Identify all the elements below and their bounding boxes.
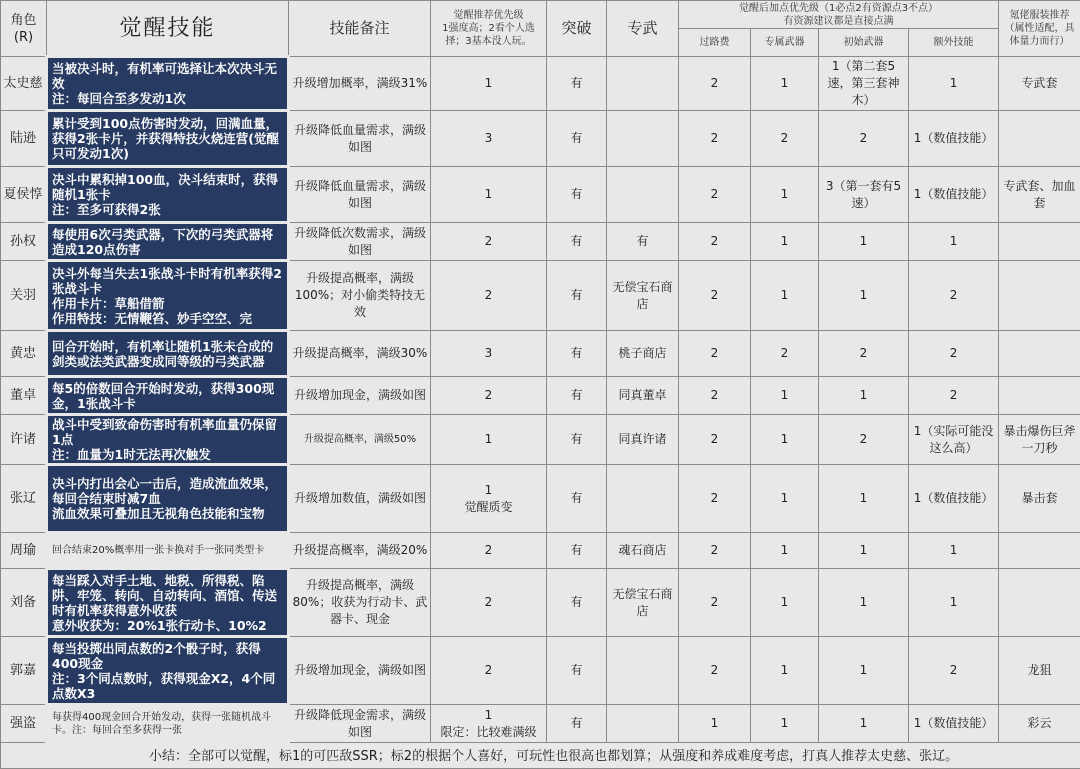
costume-cell xyxy=(999,331,1080,377)
skill-cell: 回合结束20%概率用一张卡换对手一张同类型卡 xyxy=(47,533,289,569)
exclusive-cell: 1 xyxy=(751,637,819,705)
table-row xyxy=(1,223,1080,261)
note-cell: 升级降低现金需求，满级如图 xyxy=(289,705,431,743)
extra-skill-cell: 1 xyxy=(909,223,999,261)
role-cell: 郭嘉 xyxy=(1,637,47,705)
header-exclusive-weapon: 专武 xyxy=(607,1,679,57)
header-breakthrough: 突破 xyxy=(547,1,607,57)
skill-cell: 每获得400现金回合开始发动，获得一张随机战斗卡。注：每回合至多获得一张 xyxy=(47,705,289,743)
exclusive-weapon-cell: 魂石商店 xyxy=(607,533,679,569)
exclusive-weapon-cell: 无偿宝石商店 xyxy=(607,261,679,331)
costume-cell xyxy=(999,223,1080,261)
extra-skill-cell: 1（数值技能） xyxy=(909,705,999,743)
costume-cell xyxy=(999,533,1080,569)
note-cell: 升级降低血量需求，满级如图 xyxy=(289,111,431,167)
priority-cell: 2 xyxy=(431,223,547,261)
priority-cell: 2 xyxy=(431,533,547,569)
table-row xyxy=(1,637,1080,705)
breakthrough-cell: 有 xyxy=(547,331,607,377)
exclusive-weapon-cell: 同真许诸 xyxy=(607,415,679,465)
initial-weapon-cell: 1 xyxy=(819,637,909,705)
header-toll: 过路费 xyxy=(679,29,751,57)
header-exclusive: 专属武器 xyxy=(751,29,819,57)
extra-skill-cell: 1（实际可能没这么高） xyxy=(909,415,999,465)
initial-weapon-cell: 1 xyxy=(819,261,909,331)
table-row xyxy=(1,261,1080,331)
breakthrough-cell: 有 xyxy=(547,167,607,223)
note-cell: 升级提高概率，满级50% xyxy=(289,415,431,465)
skill-cell: 每当踩入对手土地、地税、所得税、陷阱、牢笼、转向、自动转向、酒馆、传送时有机率获得意外收获 意外收获为：20%1张行动卡、10%2 xyxy=(47,569,289,637)
role-cell: 董卓 xyxy=(1,377,47,415)
note-cell: 升级提高概率，满级80%；收获为行动卡、武器卡、现金 xyxy=(289,569,431,637)
toll-cell: 2 xyxy=(679,111,751,167)
costume-cell: 彩云 xyxy=(999,705,1080,743)
toll-cell: 2 xyxy=(679,167,751,223)
exclusive-weapon-cell xyxy=(607,111,679,167)
skill-cell: 回合开始时，有机率让随机1张未合成的剑类或法类武器变成同等级的弓类武器 xyxy=(47,331,289,377)
initial-weapon-cell: 1 xyxy=(819,465,909,533)
exclusive-weapon-cell xyxy=(607,705,679,743)
table-row xyxy=(1,415,1080,465)
priority-cell: 1 觉醒质变 xyxy=(431,465,547,533)
toll-cell: 2 xyxy=(679,637,751,705)
note-cell: 升级增加现金，满级如图 xyxy=(289,377,431,415)
toll-cell: 2 xyxy=(679,331,751,377)
skill-cell: 战斗中受到致命伤害时有机率血量仍保留1点 注：血量为1时无法再次触发 xyxy=(47,415,289,465)
initial-weapon-cell: 1 xyxy=(819,223,909,261)
role-cell: 黄忠 xyxy=(1,331,47,377)
exclusive-cell: 1 xyxy=(751,533,819,569)
costume-cell xyxy=(999,569,1080,637)
costume-cell xyxy=(999,111,1080,167)
toll-cell: 2 xyxy=(679,223,751,261)
extra-skill-cell: 1 xyxy=(909,533,999,569)
header-addpoint-priority: 觉醒后加点优先级（1必点2有资源点3不点） 有资源建议都是直接点满 xyxy=(679,1,999,29)
role-cell: 强盗 xyxy=(1,705,47,743)
exclusive-weapon-cell: 无偿宝石商店 xyxy=(607,569,679,637)
priority-cell: 2 xyxy=(431,377,547,415)
priority-cell: 1 xyxy=(431,415,547,465)
skill-cell: 当被决斗时，有机率可选择让本次决斗无效 注：每回合至多发动1次 xyxy=(47,57,289,111)
header-costume: 氪佬服装推荐（属性适配，具体量力而行） xyxy=(999,1,1080,57)
exclusive-weapon-cell xyxy=(607,465,679,533)
exclusive-cell: 1 xyxy=(751,415,819,465)
toll-cell: 2 xyxy=(679,377,751,415)
skill-cell: 决斗内打出会心一击后，造成流血效果，每回合结束时减7血 流血效果可叠加且无视角色技能和宝物 xyxy=(47,465,289,533)
breakthrough-cell: 有 xyxy=(547,637,607,705)
breakthrough-cell: 有 xyxy=(547,465,607,533)
skill-cell: 决斗外每当失去1张战斗卡时有机率获得2张战斗卡 作用卡片：草船借箭 作用特技：无情鞭笞、妙手空空、完 xyxy=(47,261,289,331)
skill-cell: 每当投掷出同点数的2个骰子时，获得400现金 注：3个同点数时，获得现金X2，4个同点数X3 xyxy=(47,637,289,705)
breakthrough-cell: 有 xyxy=(547,223,607,261)
toll-cell: 2 xyxy=(679,533,751,569)
extra-skill-cell: 2 xyxy=(909,261,999,331)
header-awakening-skill: 觉醒技能 xyxy=(47,1,289,57)
role-cell: 太史慈 xyxy=(1,57,47,111)
role-cell: 许诸 xyxy=(1,415,47,465)
exclusive-cell: 1 xyxy=(751,261,819,331)
role-cell: 张辽 xyxy=(1,465,47,533)
initial-weapon-cell: 2 xyxy=(819,111,909,167)
extra-skill-cell: 1（数值技能） xyxy=(909,167,999,223)
breakthrough-cell: 有 xyxy=(547,377,607,415)
exclusive-weapon-cell xyxy=(607,57,679,111)
initial-weapon-cell: 1 xyxy=(819,705,909,743)
toll-cell: 1 xyxy=(679,705,751,743)
exclusive-cell: 1 xyxy=(751,57,819,111)
exclusive-cell: 1 xyxy=(751,569,819,637)
extra-skill-cell: 2 xyxy=(909,331,999,377)
note-cell: 升级提高概率，满级100%；对小偷类特技无效 xyxy=(289,261,431,331)
exclusive-cell: 1 xyxy=(751,167,819,223)
exclusive-cell: 1 xyxy=(751,223,819,261)
exclusive-weapon-cell: 桃子商店 xyxy=(607,331,679,377)
header-priority: 觉醒推荐优先级 1强度高；2看个人选择；3基本没人玩。 xyxy=(431,1,547,57)
costume-cell: 暴击套 xyxy=(999,465,1080,533)
table-row xyxy=(1,705,1080,743)
exclusive-cell: 2 xyxy=(751,331,819,377)
priority-cell: 2 xyxy=(431,569,547,637)
role-cell: 关羽 xyxy=(1,261,47,331)
priority-cell: 1 xyxy=(431,57,547,111)
costume-cell xyxy=(999,377,1080,415)
extra-skill-cell: 1 xyxy=(909,57,999,111)
priority-cell: 2 xyxy=(431,261,547,331)
priority-cell: 1 xyxy=(431,167,547,223)
skill-cell: 决斗中累积掉100血，决斗结束时，获得随机1张卡 注：至多可获得2张 xyxy=(47,167,289,223)
extra-skill-cell: 1（数值技能） xyxy=(909,111,999,167)
breakthrough-cell: 有 xyxy=(547,261,607,331)
summary: 小结：全部可以觉醒，标1的可匹敌SSR；标2的根据个人喜好，可玩性也很高也都划算；从强度和养成难度考虑，打真人推荐太史慈、张辽。 xyxy=(1,743,1080,769)
header-skill-note: 技能备注 xyxy=(289,1,431,57)
breakthrough-cell: 有 xyxy=(547,533,607,569)
priority-cell: 1 限定：比较难满级 xyxy=(431,705,547,743)
role-cell: 陆逊 xyxy=(1,111,47,167)
exclusive-cell: 1 xyxy=(751,465,819,533)
breakthrough-cell: 有 xyxy=(547,705,607,743)
role-cell: 周瑜 xyxy=(1,533,47,569)
initial-weapon-cell: 3（第一套有5速） xyxy=(819,167,909,223)
table-row xyxy=(1,533,1080,569)
exclusive-weapon-cell xyxy=(607,167,679,223)
extra-skill-cell: 2 xyxy=(909,637,999,705)
skill-cell: 每使用6次弓类武器，下次的弓类武器将造成120点伤害 xyxy=(47,223,289,261)
role-cell: 夏侯惇 xyxy=(1,167,47,223)
skill-cell: 累计受到100点伤害时发动，回满血量，获得2张卡片，并获得特技火烧连营(觉醒只可发动1次) xyxy=(47,111,289,167)
header-role: 角色 (R) xyxy=(1,1,47,57)
extra-skill-cell: 1 xyxy=(909,569,999,637)
toll-cell: 2 xyxy=(679,261,751,331)
costume-cell xyxy=(999,261,1080,331)
costume-cell: 龙狙 xyxy=(999,637,1080,705)
costume-cell: 专武套、加血套 xyxy=(999,167,1080,223)
initial-weapon-cell: 2 xyxy=(819,415,909,465)
note-cell: 升级增加现金，满级如图 xyxy=(289,637,431,705)
toll-cell: 2 xyxy=(679,415,751,465)
table-row xyxy=(1,111,1080,167)
extra-skill-cell: 1（数值技能） xyxy=(909,465,999,533)
priority-cell: 3 xyxy=(431,331,547,377)
toll-cell: 2 xyxy=(679,465,751,533)
toll-cell: 2 xyxy=(679,569,751,637)
priority-cell: 2 xyxy=(431,637,547,705)
table-row xyxy=(1,167,1080,223)
skill-cell: 每5的倍数回合开始时发动，获得300现金，1张战斗卡 xyxy=(47,377,289,415)
table-row xyxy=(1,331,1080,377)
exclusive-weapon-cell: 同真董卓 xyxy=(607,377,679,415)
breakthrough-cell: 有 xyxy=(547,415,607,465)
exclusive-cell: 1 xyxy=(751,705,819,743)
extra-skill-cell: 2 xyxy=(909,377,999,415)
initial-weapon-cell: 1（第二套5速，第三套神木） xyxy=(819,57,909,111)
costume-cell: 暴击爆伤巨斧一刀秒 xyxy=(999,415,1080,465)
initial-weapon-cell: 2 xyxy=(819,331,909,377)
role-cell: 刘备 xyxy=(1,569,47,637)
breakthrough-cell: 有 xyxy=(547,111,607,167)
exclusive-cell: 1 xyxy=(751,377,819,415)
header-extra-skill: 额外技能 xyxy=(909,29,999,57)
note-cell: 升级增加概率，满级31% xyxy=(289,57,431,111)
table-row xyxy=(1,465,1080,533)
initial-weapon-cell: 1 xyxy=(819,377,909,415)
table-row xyxy=(1,569,1080,637)
priority-cell: 3 xyxy=(431,111,547,167)
note-cell: 升级提高概率，满级30% xyxy=(289,331,431,377)
breakthrough-cell: 有 xyxy=(547,57,607,111)
costume-cell: 专武套 xyxy=(999,57,1080,111)
role-cell: 孙权 xyxy=(1,223,47,261)
header-initial-weapon: 初始武器 xyxy=(819,29,909,57)
note-cell: 升级降低血量需求，满级如图 xyxy=(289,167,431,223)
exclusive-weapon-cell: 有 xyxy=(607,223,679,261)
table-row xyxy=(1,57,1080,111)
breakthrough-cell: 有 xyxy=(547,569,607,637)
initial-weapon-cell: 1 xyxy=(819,569,909,637)
note-cell: 升级降低次数需求，满级如图 xyxy=(289,223,431,261)
toll-cell: 2 xyxy=(679,57,751,111)
initial-weapon-cell: 1 xyxy=(819,533,909,569)
exclusive-weapon-cell xyxy=(607,637,679,705)
note-cell: 升级增加数值，满级如图 xyxy=(289,465,431,533)
exclusive-cell: 2 xyxy=(751,111,819,167)
table-row xyxy=(1,377,1080,415)
note-cell: 升级提高概率，满级20% xyxy=(289,533,431,569)
